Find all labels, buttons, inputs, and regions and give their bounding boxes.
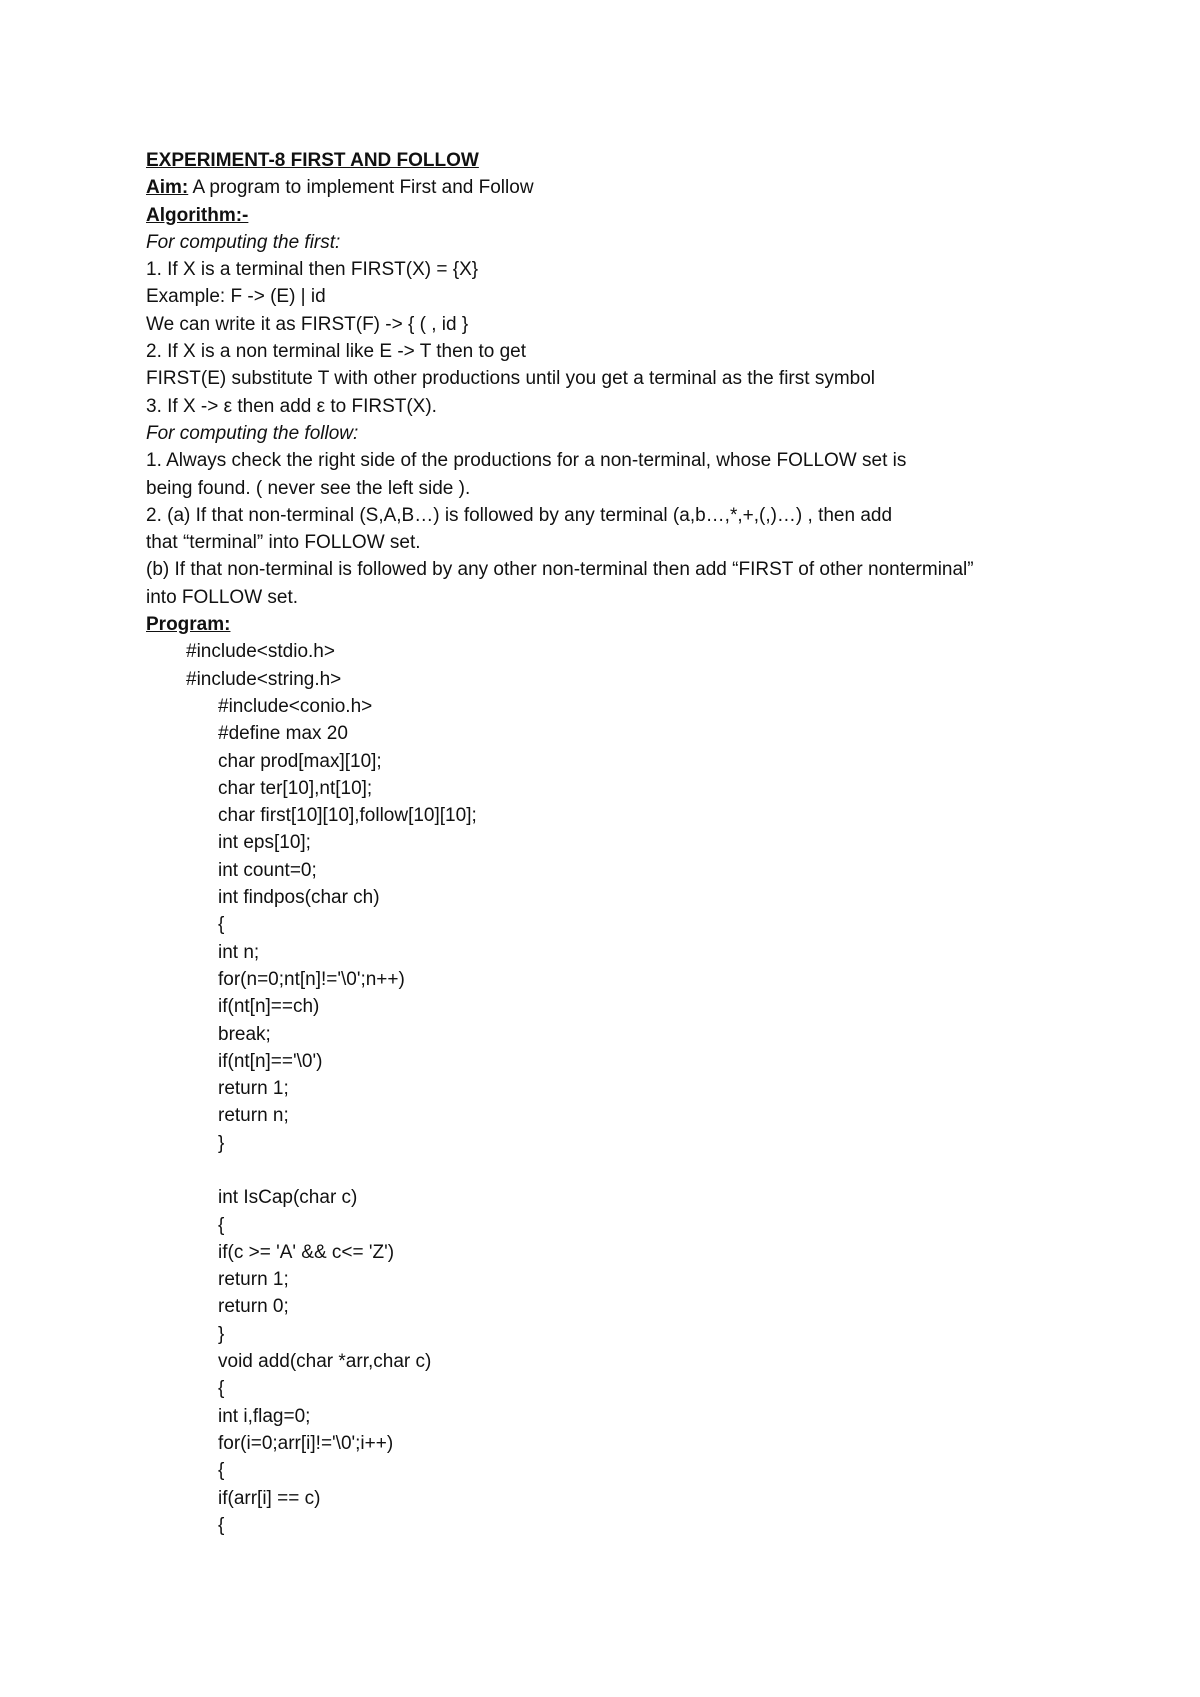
- code-line: }: [218, 1132, 225, 1154]
- code-line: #define max 20: [218, 723, 348, 745]
- code-line: if(nt[n]=='\0'): [218, 1050, 323, 1072]
- code-line: #include<stdio.h>: [186, 641, 335, 663]
- first-step: 2. If X is a non terminal like E -> T then to get: [146, 341, 527, 363]
- follow-step: that “terminal” into FOLLOW set.: [146, 532, 421, 554]
- code-line: {: [218, 1378, 225, 1400]
- code-line: char first[10][10],follow[10][10];: [218, 805, 477, 827]
- follow-step: 1. Always check the right side of the productions for a non-terminal, whose FOLLOW set is: [146, 450, 907, 472]
- code-line: #include<conio.h>: [218, 695, 373, 717]
- follow-step: (b) If that non-terminal is followed by any other non-terminal then add “FIRST of other nonterminal”: [146, 559, 974, 581]
- code-line: int i,flag=0;: [218, 1405, 311, 1427]
- code-line: void add(char *arr,char c): [218, 1351, 432, 1373]
- code-line: {: [218, 1214, 225, 1236]
- aim-line: [146, 174, 1106, 201]
- algorithm-heading: Algorithm:-: [146, 204, 249, 226]
- first-step: 3. If X -> ε then add ε to FIRST(X).: [146, 395, 437, 417]
- code-line: return n;: [218, 1105, 289, 1127]
- code-line: int IsCap(char c): [218, 1187, 358, 1209]
- aim-label: Aim:: [146, 177, 189, 199]
- code-line: {: [218, 1514, 225, 1536]
- code-line: for(n=0;nt[n]!='\0';n++): [218, 968, 405, 990]
- code-line: {: [218, 1460, 225, 1482]
- first-heading: For computing the first:: [146, 231, 341, 253]
- document-title: EXPERIMENT-8 FIRST AND FOLLOW: [146, 150, 479, 171]
- code-line: break;: [218, 1023, 271, 1045]
- document-content: [146, 147, 1106, 1539]
- code-block: [146, 638, 1106, 1539]
- first-step: We can write it as FIRST(F) -> { ( , id }: [146, 313, 469, 335]
- code-line: int n;: [218, 941, 260, 963]
- code-line: return 0;: [218, 1296, 289, 1318]
- code-line: if(arr[i] == c): [218, 1487, 321, 1509]
- code-line: int findpos(char ch): [218, 887, 380, 909]
- follow-heading: For computing the follow:: [146, 422, 359, 444]
- code-line: }: [218, 1323, 225, 1345]
- code-line: if(c >= 'A' && c<= 'Z'): [218, 1241, 395, 1263]
- code-line: char ter[10],nt[10];: [218, 777, 373, 799]
- code-line: int count=0;: [218, 859, 317, 881]
- code-line: {: [218, 914, 225, 936]
- follow-step: into FOLLOW set.: [146, 586, 299, 608]
- blank-line: [146, 1157, 1106, 1184]
- code-line: char prod[max][10];: [218, 750, 382, 772]
- follow-step: being found. ( never see the left side ).: [146, 477, 471, 499]
- code-line: #include<string.h>: [186, 668, 342, 690]
- code-line: return 1;: [218, 1269, 289, 1291]
- first-step: FIRST(E) substitute T with other productions until you get a terminal as the first symbol: [146, 368, 875, 390]
- first-step: 1. If X is a terminal then FIRST(X) = {X}: [146, 259, 479, 281]
- aim-text: A program to implement First and Follow: [188, 177, 534, 199]
- first-step: Example: F -> (E) | id: [146, 286, 326, 308]
- follow-step: 2. (a) If that non-terminal (S,A,B…) is followed by any terminal (a,b…,*,+,(,)…) , then add: [146, 504, 893, 526]
- program-heading: Program:: [146, 614, 231, 636]
- code-line: int eps[10];: [218, 832, 311, 854]
- code-line: for(i=0;arr[i]!='\0';i++): [218, 1432, 394, 1454]
- code-line: return 1;: [218, 1078, 289, 1100]
- code-line: if(nt[n]==ch): [218, 996, 320, 1018]
